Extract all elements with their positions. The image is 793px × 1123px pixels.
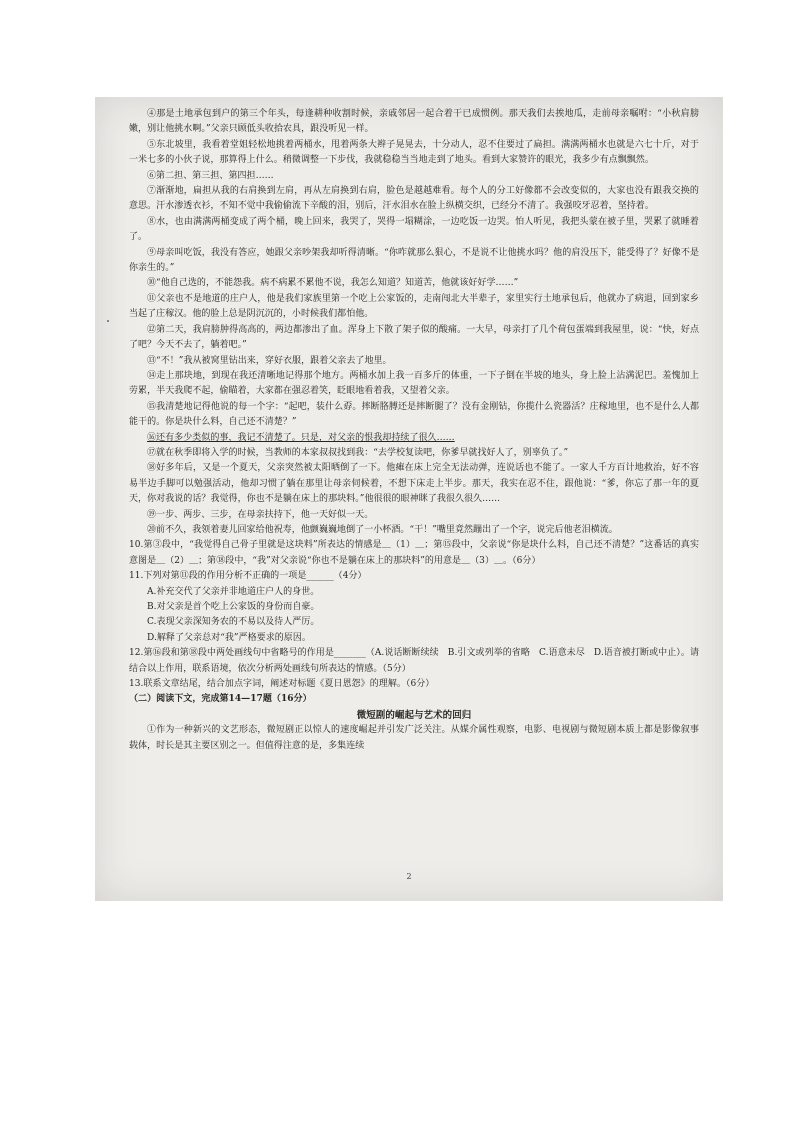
passage-para-20: ⑳前不久，我领着妻儿回家给他祝寿，他颤巍巍地倒了一小杯酒。“干！”嘴里竟然蹦出了一个字，说完后他老泪横流。 bbox=[147, 524, 618, 535]
question-11-option-b: B.对父亲是首个吃上公家饭的身份而自豪。 bbox=[147, 602, 320, 612]
passage-para-7: ⑦渐渐地，扁担从我的右肩换到左肩，再从左肩换到右肩，脸色是越越难看。每个人的分工好像都不会改变似的，大家也没有跟我交换的意思。汗水渗透衣衫，不知不觉中我偷偷流下辛酸的泪，别后，汗水泪水在脸上纵横交织，已经分不清了。我强咬牙忍着，坚持着。 bbox=[129, 186, 699, 212]
passage-para-8: ⑧水，也由满满两桶变成了两个桶，晚上回来，我哭了，哭得一塌糊涂，一边吃饭一边哭。怕人听见，我把头蒙在被子里，哭累了就睡着了。 bbox=[129, 216, 699, 243]
passage-para-4: ④那是土地承包到户的第三个年头，每逢耕种收割时候，亲戚邻居一起合着干已成惯例。那天我们去挨地瓜，走前母亲嘱咐：“小秋肩膀嫩，别让他挑水啊。”父亲只顾低头收拾农具，跟没听见一样。 bbox=[129, 109, 699, 135]
passage-para-9: ⑨母亲叫吃饭，我没有答应，她跟父亲吵架我却听得清晰。“你咋就那么狠心，不是说不让他挑水吗？他的肩没压下，能受得了？好像不是你亲生的。” bbox=[129, 247, 699, 274]
passage-para-13: ⑬“不！”我从被窝里钻出来，穿好衣服，跟着父亲去了地里。 bbox=[147, 355, 392, 366]
passage-para-6: ⑥第二担、第三担、第四担…… bbox=[147, 170, 274, 181]
passage-para-16: ⑯还有多少类似的事，我记不清楚了。只是，对父亲的恨我却持续了很久…… bbox=[147, 432, 455, 443]
question-12: 12.第⑯段和第⑱段中两处画线句中省略号的作用是_______（A.说话断断续续 B.引文或列举的省略 C.语意未尽 D.语音被打断或中止）。请结合以上作用，联系语境，依次分析两处画线句所表达的情感。（5分） bbox=[129, 648, 699, 674]
scanned-page bbox=[95, 97, 723, 901]
question-11-options bbox=[129, 585, 699, 647]
passage-para-14: ⑭走上那块地，到现在我还清晰地记得那个地方。两桶水加上我一百多斤的体重，一下子倒在半坡的地头，身上脸上沾满泥巴。羞愧加上劳累，半天我爬不起，偷瞄着，大家都在强忍着笑，眨眼地看着我，又望着父亲。 bbox=[129, 370, 699, 397]
passage-para-11: ⑪父亲也不是地道的庄户人，他是我们家族里第一个吃上公家饭的，走南闯北大半辈子，家里实行土地承包后，他就办了病退，回到家乡当起了庄稼汉。他的脸上总是阴沉沉的，小时候我们都怕他。 bbox=[129, 293, 699, 320]
passage-para-15: ⑮我清楚地记得他说的每一个字：“起吧，装什么孬。摔断胳膊还是摔断腿了？没有金刚钻，你揽什么瓷器活？庄稼地里，也不是什么人都能干的。你是块什么料，自己还不清楚？” bbox=[129, 401, 699, 428]
question-13: 13.联系文章结尾，结合加点字词，阐述对标题《夏日恩怨》的理解。（6分） bbox=[129, 679, 435, 690]
passage-para-19: ⑲一步、两步、三步，在母亲扶持下，他一天好似一天。 bbox=[147, 509, 374, 520]
section-2-heading: （二）阅读下文，完成第14—17题（16分） bbox=[129, 694, 312, 705]
section-2-para-1: ①作为一种新兴的文艺形态，微短剧正以惊人的速度崛起并引发广泛关注。从媒介属性观察，电影、电视剧与微短剧本质上都是影像叙事载体，时长是其主要区别之一。但值得注意的是，多集连续 bbox=[129, 725, 699, 751]
question-10: 10.第③段中，“我觉得自己骨子里就是这块料”所表达的情感是＿（1）＿；第⑮段中，父亲说“你是块什么料，自己还不清楚？”这番话的真实意图是＿（2）＿；第⑱段中，“我”对父亲说“你也不是躺在床上的那块料”的用意是＿（3）＿。（6分） bbox=[129, 540, 699, 566]
passage-para-17: ⑰就在秋季即将入学的时候，当教师的本家叔叔找到我：“去学校复读吧，你爹早就找好人了，别辜负了。” bbox=[147, 447, 569, 458]
page-number: 2 bbox=[406, 872, 412, 881]
passage-para-18: ⑱好多年后，又是一个夏天，父亲突然被太阳晒倒了一下。他瘫在床上完全无法动弹，连说话也不能了。一家人千方百计地救治，好不容易半边手脚可以勉强活动，他却习惯了躺在那里让母亲伺候着，不想下床走上半步。那天，我实在忍不住，跟他说：“爹，你忘了那一年的夏天，你对我说的话？我觉得，你也不是躺在床上的那块料。”他很很的眼神眯了我很久很久…… bbox=[129, 463, 699, 505]
scan-dot-mark bbox=[107, 320, 109, 322]
question-11-option-d: D.解释了父亲总对“我”严格要求的原因。 bbox=[147, 632, 311, 643]
question-11-option-a: A.补充交代了父亲并非地道庄户人的身世。 bbox=[147, 586, 320, 597]
passage-para-5: ⑤东北坡里，我看着堂姐轻松地挑着两桶水，甩着两条大辫子晃晃去，十分动人，忍不住要过了扁担。满满两桶水也就是六七十斤，对于一米七多的小伙子说，那算得上什么。稍微调整一下步伐，我就稳稳当当地走到了地头。看到大家赞许的眼光，我多少有点飘飘然。 bbox=[129, 139, 699, 166]
section-2-article-title: 微短剧的崛起与艺术的回归 bbox=[356, 709, 472, 721]
passage-para-10: ⑩“他自己选的，不能怨我。病不病累不累他不说，我怎么知道？知道苦，他就该好好学……” bbox=[147, 278, 519, 289]
passage-para-12: ⑫第二天，我肩膀肿得高高的，两边都渗出了血。浑身上下散了架子似的酸痛。一大早，母亲打了几个荷包蛋端到我屋里，说：“快，好点了吧？今天不去了，躺着吧。” bbox=[129, 324, 699, 351]
question-11: 11.下列对第⑪段的作用分析不正确的一项是______（4分） bbox=[129, 571, 367, 582]
page-content bbox=[129, 107, 699, 754]
question-11-option-c: C.表现父亲深知务农的不易以及待人严厉。 bbox=[147, 617, 320, 628]
